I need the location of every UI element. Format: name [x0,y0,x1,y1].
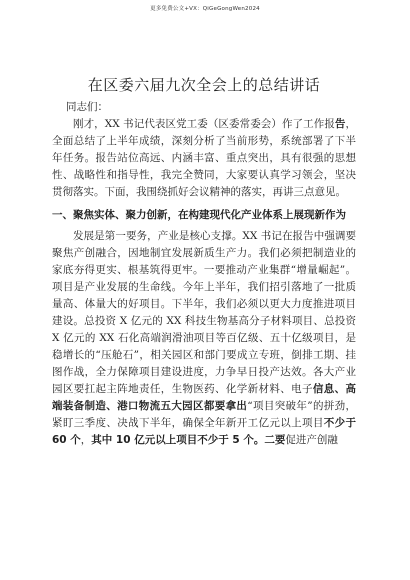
intro-text-2: ，全面总结了上半年成绩，深刻分析了当前形势，系统部署了下半年任务。报告站位高远、内涵丰富、重点突出，具有很强的思想性、战略性和指导性，我完全赞同，大家要认真学习领会，坚决贯彻落实。下面，我围绕抓好会议精神的落实，再讲三点意见。 [52,118,356,198]
section-1-paragraph [52,228,356,449]
header-note: 更多免费公文+VX：QiGeGongWen2024 [150,6,260,12]
intro-bold-1: 告 [334,118,346,130]
section-1-text-2: “项目突破年”的拼劲，紧盯三季度、决战下半年，确保全年新开工亿元以上项目 [52,400,356,429]
document-title: 在区委六届九次全会上的总结讲话 [87,76,321,94]
section-1-bold-1: 信息、高端装备制造、港口物流五大园区都要拿出 [52,383,357,412]
salutation: 同志们： [66,101,108,113]
section-1-heading: 一、聚焦实体、聚力创新，在构建现代化产业体系上展现新作为 [52,209,346,221]
section-1-bold-3: 其中 10 亿元以上项目不少于 5 个。二要 [91,434,286,446]
section-1-text-4: 促进产创融 [285,434,338,446]
document-page [52,74,356,449]
intro-paragraph [52,116,356,201]
intro-text-1: 刚才，XX 书记代表区党工委（区委常委会）作了工作报 [73,118,335,130]
section-1-bold-2: 不少于 60 个 [52,417,357,446]
section-1-text-3: ， [80,434,92,446]
section-1-text-1: 发展是第一要务，产业是核心支撑。XX 书记在报告中强调要聚焦产创融合，因地制宜发展新质生产力。我们必须把制造业的家底夯得更实、根基筑得更牢。一要推动产业集群“增量崛起”。项目是产业发展的生命线。今年上半年，我们招引落地了一批质量高、体量大的好项目。下半年，我们必须以更大力度推进项目建设。总投资 X 亿元的 XX 科技生物基高分子材料项目、总投资 X 亿元的 XX 石化高端润滑油项目等百亿级、五十亿级项目，是稳增长的“压舱石”，相关园区和部门要成立专班，倒排工期、挂图作战，全力保障项目建设进度，力争早日投产达效。各大产业园区要扛起主阵地责任，生物医药、化学新材料、电子 [52,230,356,395]
